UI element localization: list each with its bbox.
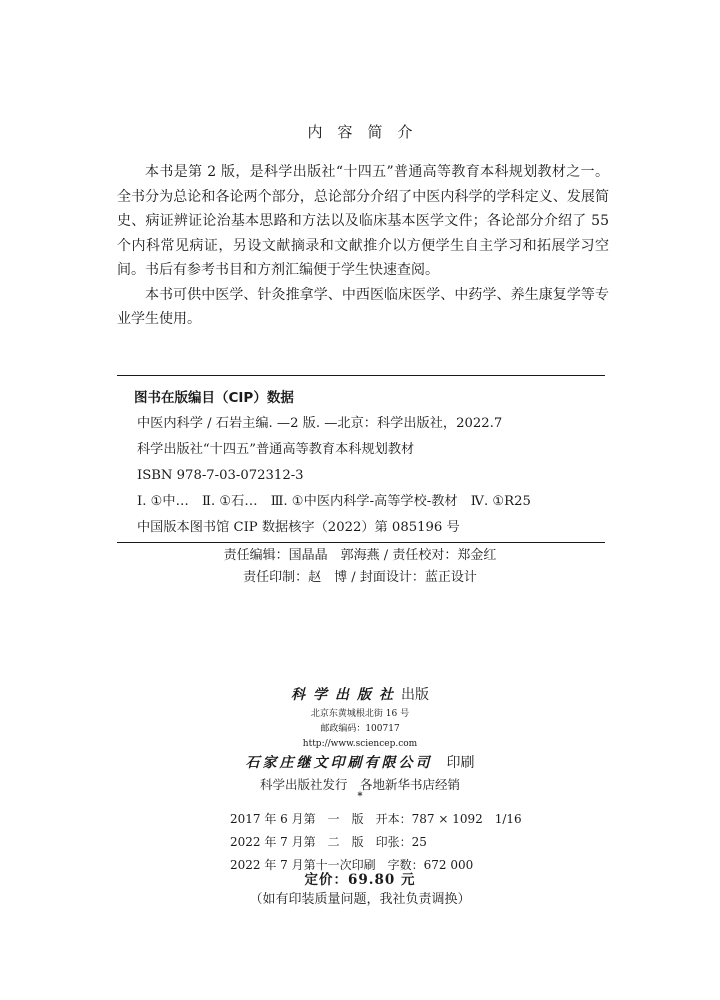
editorial-credits bbox=[0, 545, 720, 589]
printer-logo-text: 石家庄继文印刷有限公司 bbox=[245, 755, 433, 771]
cip-line-title: 中医内科学 / 石岩主编. —2 版. —北京：科学出版社，2022.7 bbox=[137, 416, 503, 431]
edition-line-2: 2022 年 7 月第 二 版 印张：25 bbox=[230, 835, 427, 849]
edition-line-1: 2017 年 6 月第 一 版 开本：787 × 1092 1/16 bbox=[230, 812, 522, 826]
intro-paragraph-2: 本书可供中医学、针灸推拿学、中西医临床医学、中药学、养生康复学等专业学生使用。 bbox=[117, 286, 609, 327]
cip-line-classification: Ⅰ. ①中… Ⅱ. ①石… Ⅲ. ①中医内科学-高等学校-教材 Ⅳ. ①R25 bbox=[137, 494, 531, 509]
page-title: 内容简介 bbox=[307, 123, 428, 141]
quality-note: （如有印装质量问题，我社负责调换） bbox=[249, 892, 471, 907]
publisher-line bbox=[0, 684, 720, 704]
publisher-url: http://www.sciencep.com bbox=[302, 739, 418, 749]
cip-line-record: 中国版本图书馆 CIP 数据核字（2022）第 085196 号 bbox=[137, 520, 460, 535]
publisher-suffix: 出版 bbox=[401, 687, 429, 703]
separator-star: * bbox=[357, 791, 363, 802]
credits-line-1: 责任编辑：国晶晶 郭海燕 / 责任校对：郑金红 bbox=[223, 548, 497, 563]
edition-line-3: 2022 年 7 月第十一次印刷 字数：672 000 bbox=[230, 858, 474, 872]
cip-line-series: 科学出版社“十四五”普通高等教育本科规划教材 bbox=[137, 442, 415, 457]
publisher-zip: 邮政编码：100717 bbox=[320, 724, 400, 734]
publisher-logo-text: 科学出版社 bbox=[291, 687, 401, 703]
cip-line-isbn: ISBN 978-7-03-072312-3 bbox=[137, 468, 304, 483]
publisher-address: 北京东黄城根北街 16 号 bbox=[310, 709, 410, 719]
cip-data-box bbox=[117, 375, 605, 543]
edition-info bbox=[230, 808, 530, 877]
printer-line bbox=[0, 752, 720, 772]
distribution-line: 科学出版社发行 各地新华书店经销 bbox=[259, 777, 460, 792]
intro-text bbox=[117, 160, 609, 332]
printer-suffix: 印刷 bbox=[446, 755, 475, 771]
price: 定价：69.80 元 bbox=[304, 872, 416, 888]
cip-heading: 图书在版编目（CIP）数据 bbox=[134, 390, 294, 406]
intro-paragraph-1: 本书是第 2 版，是科学出版社“十四五”普通高等教育本科规划教材之一。全书分为总论和各论两个部分，总论部分介绍了中医内科学的学科定义、发展简史、病证辨证论治基本思路和方法以及临床基本医学文件；各论部分介绍了 55 个内科常见病证，另设文献摘录和文献推介以方便学生自主学习和拓展学习空间。书后有参考书目和方剂汇编便于学生快速查阅。 bbox=[117, 164, 609, 278]
credits-line-2: 责任印制：赵 博 / 封面设计：蓝正设计 bbox=[243, 570, 477, 585]
